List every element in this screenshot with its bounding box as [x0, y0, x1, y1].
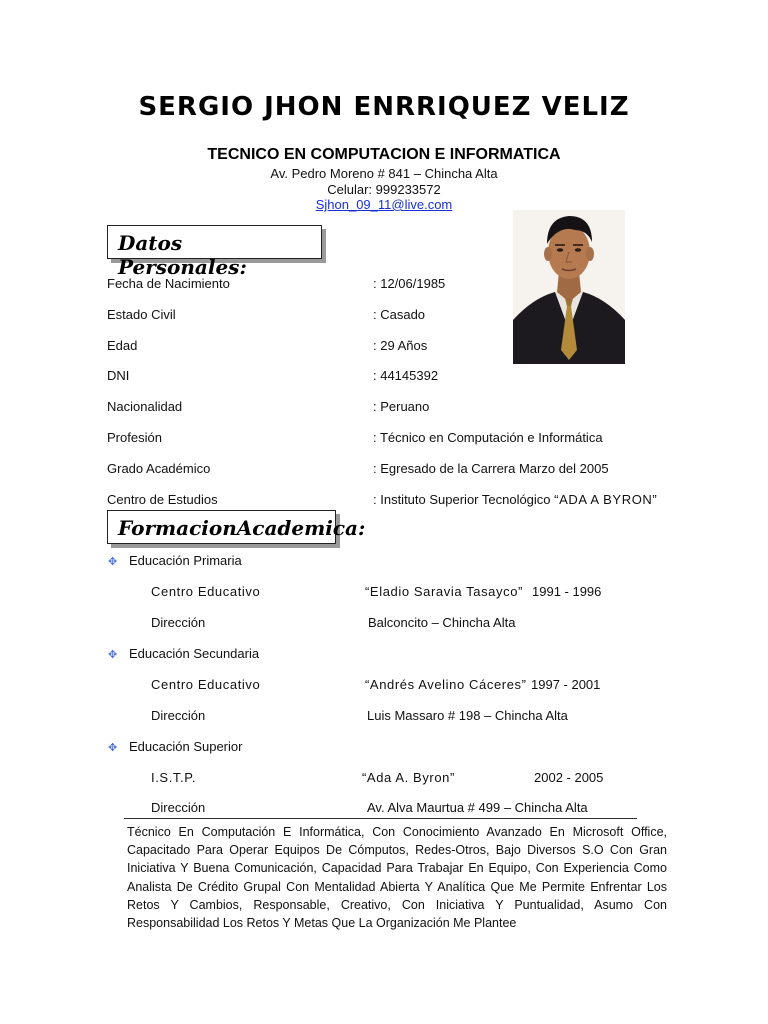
higher-years: 2002 - 2005 — [534, 770, 604, 785]
value-study-center-name: “ADA A BYRON” — [554, 492, 658, 507]
higher-center-value: “Ada A. Byron” — [362, 770, 455, 785]
applicant-name: SERGIO JHON ENRRIQUEZ VELIZ — [138, 92, 630, 122]
label-degree: Grado Académico — [107, 461, 211, 476]
label-nationality: Nacionalidad — [107, 399, 183, 414]
secondary-years: 1997 - 2001 — [531, 677, 601, 692]
value-dni: : 44145392 — [373, 368, 439, 383]
value-study-center-text: : Instituto Superior Tecnológico — [373, 492, 551, 507]
label-age: Edad — [107, 338, 138, 353]
label-dni: DNI — [107, 368, 130, 383]
address-line: Av. Pedro Moreno # 841 – Chincha Alta — [270, 166, 498, 181]
label-study-center: Centro de Estudios — [107, 492, 218, 507]
email-line — [0, 197, 768, 212]
higher-address-label: Dirección — [151, 800, 206, 815]
professional-summary: Técnico En Computación E Informática, Con Conocimiento Avanzado En Microsoft Office, Capacitado Para Operar Equipos De Cómputos, Redes-Otros, Bajo Diversos S.O Con Gran Iniciativa Y Buena Comunicación, Capacidad Para Trabajar En Equipo, Con Experiencia Como Analista De Crédito Grupal Con Mentalidad Abierta Y Analítica Que Me Permite Enfrentar Los Retos Y Cambios, Responsable, Creativo, Con Iniciativa Y Puntualidad, Asumo Con Responsabilidad Los Retos Y Metas Que La Organización Me Plantee — [127, 825, 667, 931]
secondary-center-value: “Andrés Avelino Cáceres” — [365, 677, 527, 692]
value-age: : 29 Años — [373, 338, 428, 353]
applicant-title: TECNICO EN COMPUTACION E INFORMATICA — [207, 146, 561, 163]
label-birthdate: Fecha de Nacimiento — [107, 276, 230, 291]
phone-line: Celular: 999233572 — [327, 182, 441, 197]
education-group-title-secondary: Educación Secundaria — [129, 646, 260, 661]
value-profession: : Técnico en Computación e Informática — [373, 430, 603, 445]
education-group-title-higher: Educación Superior — [129, 739, 243, 754]
portrait-photo — [513, 210, 625, 364]
section-heading-education: FormacionAcademica: — [107, 510, 336, 544]
higher-center-label: I.S.T.P. — [151, 770, 197, 785]
diamond-bullet-icon: ✥ — [108, 742, 118, 754]
education-group-title-primary: Educación Primaria — [129, 553, 242, 568]
value-birthdate: : 12/06/1985 — [373, 276, 446, 291]
diamond-bullet-icon: ✥ — [108, 649, 118, 661]
value-civil-status: : Casado — [373, 307, 426, 322]
value-study-center — [373, 492, 657, 507]
primary-address-label: Dirección — [151, 615, 206, 630]
primary-center-value: “Eladio Saravia Tasayco” — [365, 584, 523, 599]
higher-address-value: Av. Alva Maurtua # 499 – Chincha Alta — [367, 800, 588, 815]
value-degree: : Egresado de la Carrera Marzo del 2005 — [373, 461, 609, 476]
label-profession: Profesión — [107, 430, 162, 445]
label-civil-status: Estado Civil — [107, 307, 176, 322]
section-divider — [124, 818, 637, 819]
secondary-center-label: Centro Educativo — [151, 677, 261, 692]
diamond-bullet-icon: ✥ — [108, 556, 118, 568]
secondary-address-label: Dirección — [151, 708, 206, 723]
email-link[interactable]: Sjhon_09_11@live.com — [315, 197, 453, 212]
section-heading-personal: Datos Personales: — [107, 225, 322, 259]
primary-years: 1991 - 1996 — [532, 584, 602, 599]
secondary-address-value: Luis Massaro # 198 – Chincha Alta — [367, 708, 568, 723]
value-nationality: : Peruano — [373, 399, 430, 414]
primary-address-value: Balconcito – Chincha Alta — [368, 615, 516, 630]
primary-center-label: Centro Educativo — [151, 584, 261, 599]
